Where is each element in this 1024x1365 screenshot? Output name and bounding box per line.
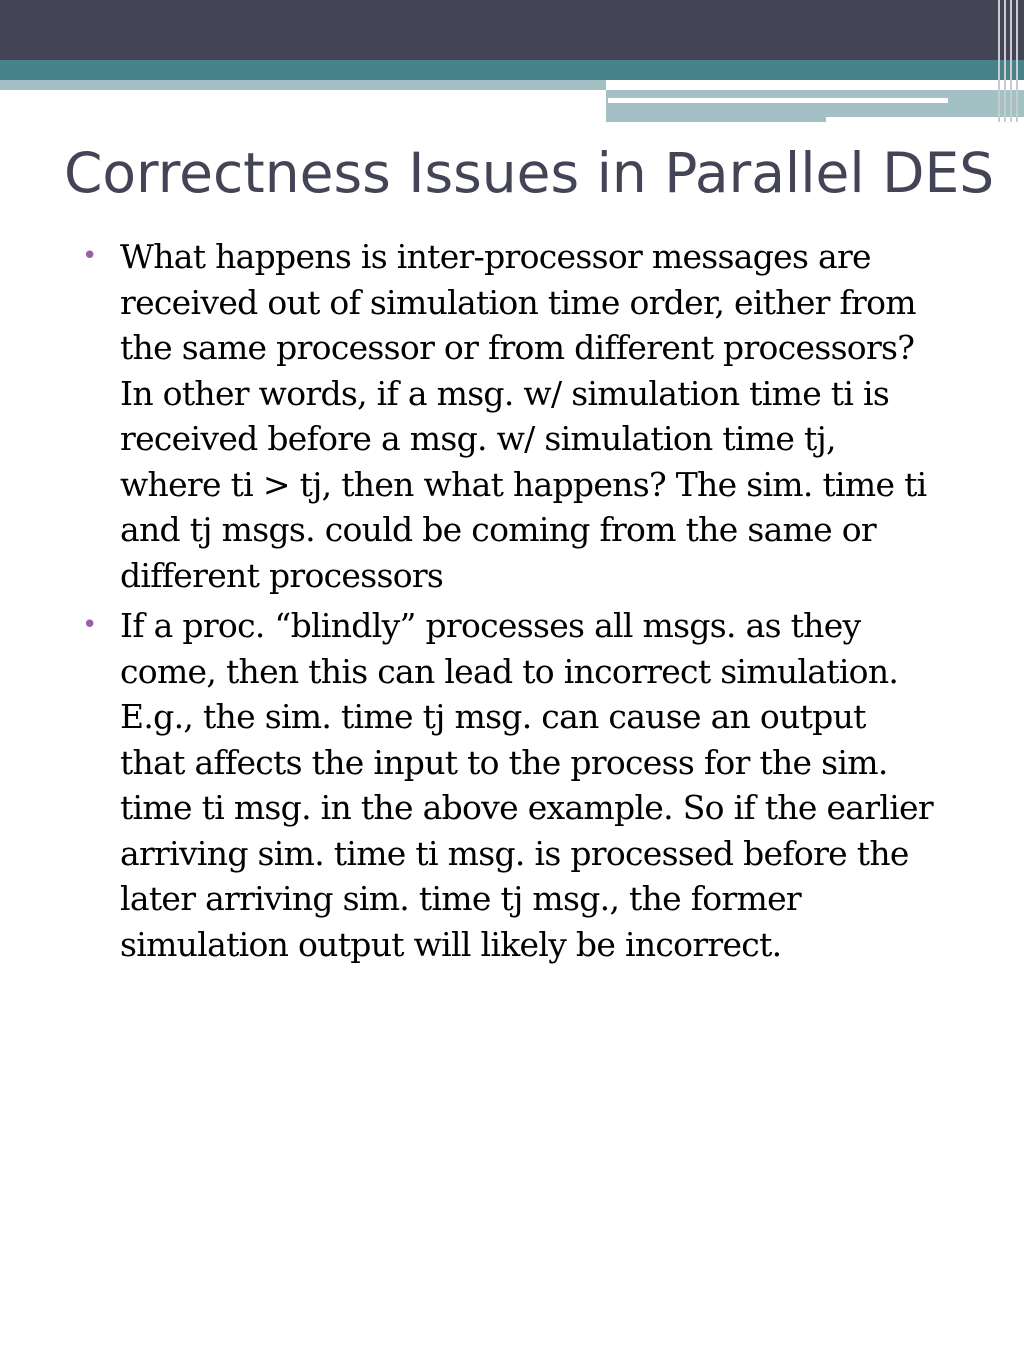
bullet-dot-icon: • bbox=[82, 610, 98, 640]
stripe bbox=[1016, 0, 1018, 122]
bullet-line: time ti msg. in the above example. So if the earlier bbox=[120, 788, 933, 827]
bullet-line: later arriving sim. time tj msg., the former bbox=[120, 879, 802, 918]
bullet-item bbox=[82, 234, 982, 598]
bullet-line: different processors bbox=[120, 555, 444, 595]
bullet-dot-icon: • bbox=[82, 241, 98, 271]
bullet-line: In other words, if a msg. w/ simulation time ti is bbox=[120, 373, 890, 413]
bullet-line: If a proc. “blindly” processes all msgs. as they bbox=[120, 606, 861, 645]
bullet-line: simulation output will likely be incorrect. bbox=[120, 924, 782, 964]
bullet-line: received out of simulation time order, either from bbox=[120, 282, 916, 322]
stripe bbox=[998, 0, 1000, 122]
header-teal-band bbox=[0, 60, 1024, 80]
stripe bbox=[1004, 0, 1006, 122]
bullet-list bbox=[82, 234, 982, 972]
header-divider-line bbox=[608, 98, 948, 103]
header-dark-band bbox=[0, 0, 1024, 60]
header-stripes bbox=[994, 0, 1024, 122]
bullet-line: that affects the input to the process for the sim. bbox=[120, 742, 888, 782]
bullet-line: arriving sim. time ti msg. is processed before the bbox=[120, 833, 909, 873]
header-light-band bbox=[0, 80, 606, 90]
bullet-line: the same processor or from different processors? bbox=[120, 328, 915, 367]
bullet-line: E.g., the sim. time tj msg. can cause an output bbox=[120, 697, 866, 736]
bullet-line: received before a msg. w/ simulation time tj, bbox=[120, 419, 836, 458]
bullet-line: come, then this can lead to incorrect simulation. bbox=[120, 651, 899, 691]
stripe bbox=[1010, 0, 1012, 122]
bullet-line: where ti > tj, then what happens? The sim. time ti bbox=[120, 464, 927, 504]
bullet-line: What happens is inter-processor messages are bbox=[120, 237, 871, 276]
bullet-item bbox=[82, 603, 982, 967]
bullet-line: and tj msgs. could be coming from the same or bbox=[120, 510, 877, 549]
slide-title: Correctness Issues in Parallel DES bbox=[64, 141, 995, 205]
